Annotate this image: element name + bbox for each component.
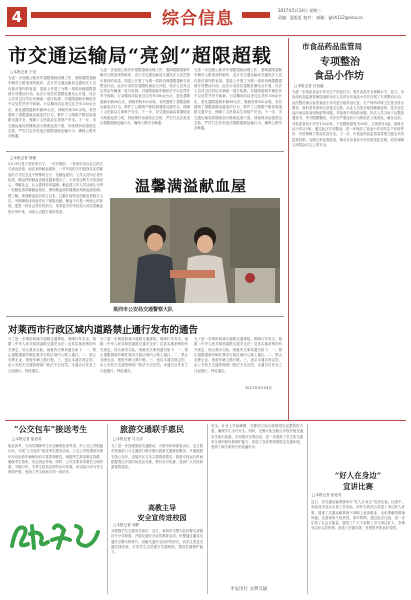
editor-label: 责编：夏虹虹 校对： bbox=[278, 15, 316, 20]
reporter-icon: □ bbox=[10, 70, 14, 74]
col-b-divider bbox=[107, 424, 108, 594]
col-c-body: 安全。针对上学高峰期，交警部门加大校园周边巡逻管控力度，确保学生出行安全。同时，交警大队还联合学校开展交通安全知识竞赛、手抄报评比等活动，进一步提高了学生的交通安全意识和自我保护能力，营造了良好的校园周边交通环境，受到了师生和家长的普遍好评。 bbox=[211, 424, 303, 450]
col-a-body: 临近高考，为切实保障考生安全顺利参加考试，市公交公司积极行动，开展“公交包车”接送考生服务活动。公交公司将提前安排车况良好的车辆和经验丰富的驾驶员，根据考生需求制定线路，确保考生按时、安全到达考场。同时，公司还要求驾驶员文明驾驶、平稳行车，为考生营造良好的出行环境，用实际行动为考生保驾护航，受到了考生和家长的一致好评。 bbox=[8, 444, 103, 475]
col-b-byline-1: □本报记者 马文清 bbox=[113, 437, 143, 441]
page-number: 4 bbox=[11, 8, 23, 26]
blood-reporter: 徐艳 bbox=[28, 156, 37, 160]
photo-caption: 莱西市公安局交通警察大队 bbox=[113, 307, 174, 313]
blood-donation-photo bbox=[110, 198, 280, 303]
right-byline: □本报记者 吕英姬 bbox=[294, 84, 324, 88]
traffic-date: 2017年5月23日 bbox=[245, 386, 272, 390]
lead-body-col1: 为进一步加强公路货车超限超载治理工作，遏制超限超载车辆对公路造成的破坏，近日市交通运输局交通执法人员在我市境内的省道、国道上开展了为期一周的治理超限超载专项整治行动。此次行动依托超限检测站点开展，执法人员对过往货运车辆逐一进行检测，对超限超载车辆依法予以处罚并责令卸载。行动期间共检查过往货车300余台次，查处超限超载车辆38台次，卸载货物150余吨，有效遏制了超限超载运输违法行为，维护了公路路产路权和道路交通安全，保障了人民群众生命财产安全。下一步，市交通运输局将继续加大路面巡查力度，持续保持治超高压态势，严厉打击各类违法超限超载运输行为，确保公路安全畅通。 bbox=[8, 76, 96, 139]
col-d-reporter: 崔爱英 bbox=[330, 493, 342, 497]
blood-body: 5月20日是个美好的日子，一对对情侣、一家家市民以自己的方式表达爱意，而在莱西献血屋里，一对年轻的夫妇选择以无偿献血的方式纪念这个特殊的日子。在献血屋内，工作人员向记者介绍道，像这样的献血者最近越来越多了，大家用这种方式传递爱心、奉献社会，让人感到非常温暖。献血屋工作人员还耐心为每一位献血者讲解献血知识，做好献血前的健康征询和血液检测。据了解，莱西献血屋自设立以来，已累计接待无偿献血者数万人次，为保障临床用血作出了积极贡献。献血不仅是一种爱心的体现，更是一种社会责任的担当，希望更多的市民加入到无偿献血的行列中来，用爱心点燃生命的希望。 bbox=[8, 162, 103, 214]
col-c-closing: 平安出行 文明交通 bbox=[230, 587, 268, 592]
masthead-editor bbox=[278, 15, 363, 21]
lead-body-col2: 为进一步加强公路货车超限超载治理工作，遏制超限超载车辆对公路造成的破坏，近日市交通运输局交通执法人员在我市境内的省道、国道上开展了为期一周的治理超限超载专项整治行动。此次行动依托超限检测站点开展，执法人员对过往货运车辆逐一进行检测，对超限超载车辆依法予以处罚并责令卸载。行动期间共检查过往货车300余台次，查处超限超载车辆38台次，卸载货物150余吨，有效遏制了超限超载运输违法行为，维护了公路路产路权和道路交通安全，保障了人民群众生命财产安全。下一步，市交通运输局将继续加大路面巡查力度，持续保持治超高压态势，严厉打击各类违法超限超载运输行为，确保公路安全畅通。 bbox=[100, 68, 190, 125]
col-b-reporter-1: 马文清 bbox=[131, 437, 143, 441]
col-d-headline: “好人在身边” 宣讲比赛 bbox=[334, 471, 382, 491]
photo-illustration bbox=[110, 198, 280, 303]
col-b-body-2: 为增强学生交通安全意识，近日，莱西市交警大队民警走进辖区中小学校园，开展交通安全宣传教育活动。民警通过播放交通安全警示教育片、讲解交通安全知识等形式，向学生普及交通法律法规，引导学生自觉遵守交通规则，提高自我保护能力。 bbox=[111, 529, 203, 555]
lead-byline: □本报记者 王莹 bbox=[10, 70, 37, 74]
masthead bbox=[0, 0, 411, 40]
traffic-headline: 对莱西市行政区域内道路禁止通行发布的通告 bbox=[8, 325, 199, 336]
col-d-byline: □本报记者 崔爱英 bbox=[312, 493, 342, 497]
lead-divider bbox=[6, 151, 284, 152]
section-title: 综合信息 bbox=[162, 9, 234, 29]
col-d-body: 近日，市交通运输系统举办“好人在身边”宣讲比赛。比赛中，参赛选手结合自身工作实际，用朴实的语言讲述了身边好人好事，展现了交通运输系统干部职工爱岗敬业、无私奉献的精神风貌。比赛现场气氛热烈，掌声阵阵。通过此次比赛，进一步弘扬了社会正能量，激发了广大干部职工学习身边好人、争做身边好人的热情，营造了崇德向善、见贤思齐的良好氛围。 bbox=[311, 500, 405, 531]
calligraphy-logo-art bbox=[8, 518, 104, 554]
col-b-reporter-2: 刘静 bbox=[131, 523, 140, 527]
right-body: 为进一步规范食品小作坊生产经营行为，提升食品安全保障水平，近日，市食品药品监督管理局组织执法人员对全市食品小作坊开展了专项整治行动。此次整治重点检查食品小作坊是否取得登记证、生产场所环境卫生是否符合要求、原料进货查验记录是否完善、从业人员是否取得健康证明、是否存在违法添加非食用物质等问题。对检查中发现的问题，执法人员当场下达整改通知书，责令限期整改，对存在严重违法行为的依法立案查处。截至目前，共检查食品小作坊120余家，下达整改意见书35份，立案查处5起，取缔无证小作坊3家。通过此次专项整治，进一步规范了食品小作坊的生产经营秩序，有效保障了群众饮食安全。下一步，市食品药品监管局将建立健全长效监管机制，加强日常巡查检查，推动全市食品小作坊规范化发展，切实保障人民群众舌尖上的安全。 bbox=[292, 90, 404, 147]
traffic-body-col3: 为了进一步预防和减少道路交通事故，保障行车安全，根据《中华人民共和国道路交通安全法》及其实施条例的有关规定，结合我市实际，现就有关事项通告如下：一、禁止超限超载车辆在我市行政区域内公路上通行。二、禁止无牌无证、报废车辆上路行驶。三、违反本通告规定的，由公安机关交通管理部门依法予以处罚。本通告自发布之日起施行。特此通告。 bbox=[194, 337, 282, 373]
page-number-badge bbox=[7, 7, 27, 27]
lead-reporter: 王莹 bbox=[28, 70, 37, 74]
traffic-divider bbox=[6, 316, 284, 317]
col-c-divider bbox=[207, 424, 208, 594]
col-d-divider bbox=[307, 424, 308, 594]
bottom-section-rule bbox=[5, 420, 406, 421]
masthead-red-bar-right bbox=[242, 12, 270, 18]
col-b-body-1: 为了进一步加强旅游交通联动，方便市民和游客出行，近日我市旅游部门与交通部门联手推出旅游交通惠民服务，开通旅游专线公交车，连接市区与各主要旅游景区。旅游专线运行时间根据景区开放时间灵活安排，票价实行优惠，受到广大市民和游客的欢迎。 bbox=[111, 444, 203, 470]
col-b-headline-2: 高教主导 安全宣传进校园 bbox=[137, 503, 187, 522]
calligraphy-logo bbox=[8, 518, 104, 554]
masthead-divider bbox=[5, 35, 406, 36]
masthead-red-bar bbox=[31, 12, 151, 18]
col-b-byline-2: □本报记者 刘静 bbox=[113, 523, 140, 527]
traffic-body-col2: 为了进一步预防和减少道路交通事故，保障行车安全，根据《中华人民共和国道路交通安全法》及其实施条例的有关规定，结合我市实际，现就有关事项通告如下：一、禁止超限超载车辆在我市行政区域内公路上通行。二、禁止无牌无证、报废车辆上路行驶。三、违反本通告规定的，由公安机关交通管理部门依法予以处罚。本通告自发布之日起施行。特此通告。 bbox=[100, 337, 188, 373]
col-b-headline-1: 旅游交通联手惠民 bbox=[120, 424, 184, 434]
email-label: 邮箱：glxh112@sina.cn bbox=[316, 15, 363, 20]
right-reporter: 吕英姬 bbox=[312, 84, 324, 88]
right-column-border bbox=[288, 38, 289, 420]
masthead-date: 2017年5月24日 星期三 bbox=[278, 8, 322, 13]
col-a-byline: □本报记者 崔爱英 bbox=[12, 437, 42, 441]
blood-headline: 温馨满溢献血屋 bbox=[135, 177, 248, 195]
right-headline-1: 市食品药品监管局 bbox=[302, 42, 362, 51]
blood-byline: □本报记者 徐艳 bbox=[10, 156, 37, 160]
col-a-reporter: 崔爱英 bbox=[30, 437, 42, 441]
right-headline-3: 食品小作坊 bbox=[314, 71, 364, 82]
lead-body-col3: 为进一步加强公路货车超限超载治理工作，遏制超限超载车辆对公路造成的破坏，近日市交通运输局交通执法人员在我市境内的省道、国道上开展了为期一周的治理超限超载专项整治行动。此次行动依托超限检测站点开展，执法人员对过往货运车辆逐一进行检测，对超限超载车辆依法予以处罚并责令卸载。行动期间共检查过往货车300余台次，查处超限超载车辆38台次，卸载货物150余吨，有效遏制了超限超载运输违法行为，维护了公路路产路权和道路交通安全，保障了人民群众生命财产安全。下一步，市交通运输局将继续加大路面巡查力度，持续保持治超高压态势，严厉打击各类违法超限超载运输行为，确保公路安全畅通。 bbox=[194, 68, 282, 131]
col-a-headline: “公交包车”接送考生 bbox=[14, 424, 88, 434]
right-headline-2: 专项整治 bbox=[320, 57, 360, 68]
traffic-body-col1: 为了进一步预防和减少道路交通事故，保障行车安全，根据《中华人民共和国道路交通安全法》及其实施条例的有关规定，结合我市实际，现就有关事项通告如下：一、禁止超限超载车辆在我市行政区域内公路上通行。二、禁止无牌无证、报废车辆上路行驶。三、违反本通告规定的，由公安机关交通管理部门依法予以处罚。本通告自发布之日起施行。特此通告。 bbox=[8, 337, 96, 373]
lead-headline: 市交通运输局“亮剑”超限超载 bbox=[8, 45, 272, 67]
